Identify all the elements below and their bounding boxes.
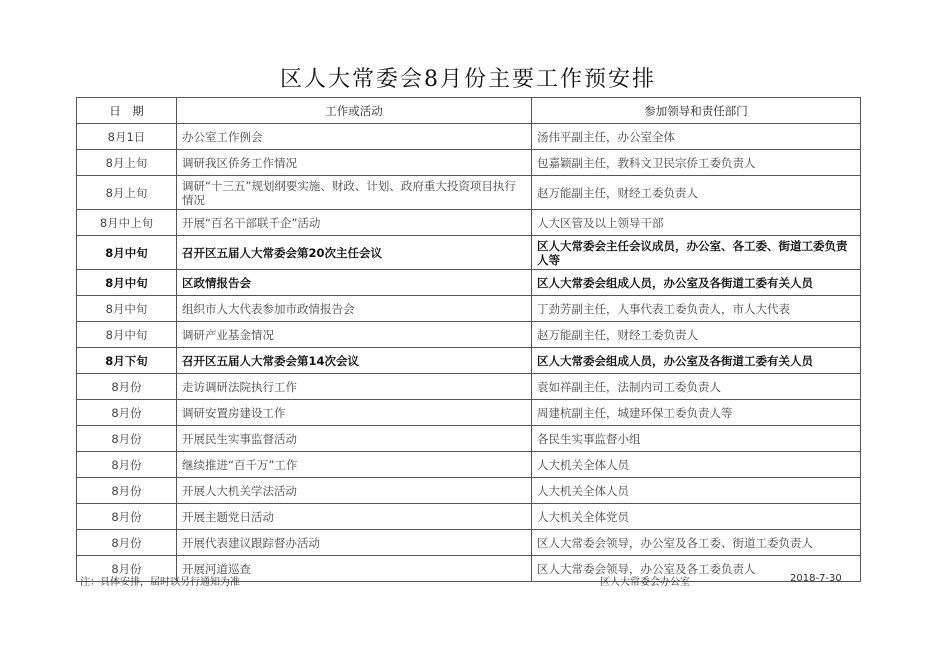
row-date: 8月份 — [77, 452, 177, 478]
row-activity: 开展主题党日活动 — [177, 504, 532, 530]
table-row — [77, 426, 861, 452]
row-date: 8月中旬 — [77, 270, 177, 296]
row-leaders: 丁劲芳副主任，人事代表工委负责人，市人大代表 — [532, 296, 861, 322]
table-row — [77, 322, 861, 348]
row-activity: 开展代表建议跟踪督办活动 — [177, 530, 532, 556]
row-date: 8月份 — [77, 504, 177, 530]
row-leaders: 各民生实事监督小组 — [532, 426, 861, 452]
row-activity: 继续推进“百千万”工作 — [177, 452, 532, 478]
table-header-row — [77, 98, 861, 124]
row-leaders: 区人大常委会主任会议成员，办公室、各工委、街道工委负责人等 — [532, 236, 861, 270]
row-leaders: 区人大常委会领导，办公室及各工委、街道工委负责人 — [532, 530, 861, 556]
row-date: 8月中旬 — [77, 236, 177, 270]
row-leaders: 区人大常委会组成人员，办公室及各街道工委有关人员 — [532, 348, 861, 374]
row-activity: 开展人大机关学法活动 — [177, 478, 532, 504]
row-date: 8月中上旬 — [77, 210, 177, 236]
table-row — [77, 348, 861, 374]
table-row — [77, 296, 861, 322]
table-row — [77, 374, 861, 400]
row-leaders: 人大区管及以上领导干部 — [532, 210, 861, 236]
row-activity: 召开区五届人大常委会第20次主任会议 — [177, 236, 532, 270]
row-date: 8月上旬 — [77, 150, 177, 176]
row-activity: 办公室工作例会 — [177, 124, 532, 150]
table-row — [77, 400, 861, 426]
row-activity: 走访调研法院执行工作 — [177, 374, 532, 400]
row-activity: 开展民生实事监督活动 — [177, 426, 532, 452]
row-activity: 组织市人大代表参加市政情报告会 — [177, 296, 532, 322]
table-row — [77, 124, 861, 150]
row-activity: 召开区五届人大常委会第14次会议 — [177, 348, 532, 374]
schedule-table — [76, 97, 861, 582]
header-activity: 工作或活动 — [177, 98, 532, 124]
row-date: 8月份 — [77, 478, 177, 504]
row-leaders: 区人大常委会领导，办公室及各工委负责人 — [532, 556, 861, 582]
footer-office: 区人大常委会办公室 — [600, 577, 690, 588]
row-date: 8月份 — [77, 530, 177, 556]
table-row — [77, 452, 861, 478]
page-title: 区人大常委会8月份主要工作预安排 — [280, 67, 656, 92]
row-activity: 开展“百名干部联千企”活动 — [177, 210, 532, 236]
footer-note: 注：具体安排，届时以另行通知为准 — [80, 577, 240, 588]
row-leaders: 人大机关全体党员 — [532, 504, 861, 530]
row-activity: 区政情报告会 — [177, 270, 532, 296]
row-leaders: 周建杭副主任，城建环保工委负责人等 — [532, 400, 861, 426]
table-row — [77, 478, 861, 504]
row-leaders: 区人大常委会组成人员，办公室及各街道工委有关人员 — [532, 270, 861, 296]
row-date: 8月份 — [77, 426, 177, 452]
row-activity: 调研我区侨务工作情况 — [177, 150, 532, 176]
header-date: 日 期 — [77, 98, 177, 124]
table-row — [77, 150, 861, 176]
row-date: 8月1日 — [77, 124, 177, 150]
row-leaders: 汤伟平副主任，办公室全体 — [532, 124, 861, 150]
row-leaders: 袁如祥副主任，法制内司工委负责人 — [532, 374, 861, 400]
row-activity: 调研“十三五”规划纲要实施、财政、计划、政府重大投资项目执行情况 — [177, 176, 532, 210]
footer-date: 2018-7-30 — [790, 573, 842, 584]
row-activity: 调研产业基金情况 — [177, 322, 532, 348]
row-date: 8月下旬 — [77, 348, 177, 374]
table-row — [77, 504, 861, 530]
row-date: 8月中旬 — [77, 322, 177, 348]
row-leaders: 赵万能副主任，财经工委负责人 — [532, 322, 861, 348]
row-date: 8月上旬 — [77, 176, 177, 210]
table-row — [77, 176, 861, 210]
row-date: 8月中旬 — [77, 296, 177, 322]
row-activity: 调研安置房建设工作 — [177, 400, 532, 426]
row-date: 8月份 — [77, 400, 177, 426]
row-date: 8月份 — [77, 556, 177, 582]
row-activity: 开展河道巡查 — [177, 556, 532, 582]
table-row — [77, 270, 861, 296]
table-row — [77, 530, 861, 556]
header-leaders: 参加领导和责任部门 — [532, 98, 861, 124]
row-leaders: 赵万能副主任，财经工委负责人 — [532, 176, 861, 210]
table-row — [77, 236, 861, 270]
row-leaders: 人大机关全体人员 — [532, 478, 861, 504]
row-date: 8月份 — [77, 374, 177, 400]
table-row — [77, 210, 861, 236]
row-leaders: 包嘉颖副主任，教科文卫民宗侨工委负责人 — [532, 150, 861, 176]
row-leaders: 人大机关全体人员 — [532, 452, 861, 478]
